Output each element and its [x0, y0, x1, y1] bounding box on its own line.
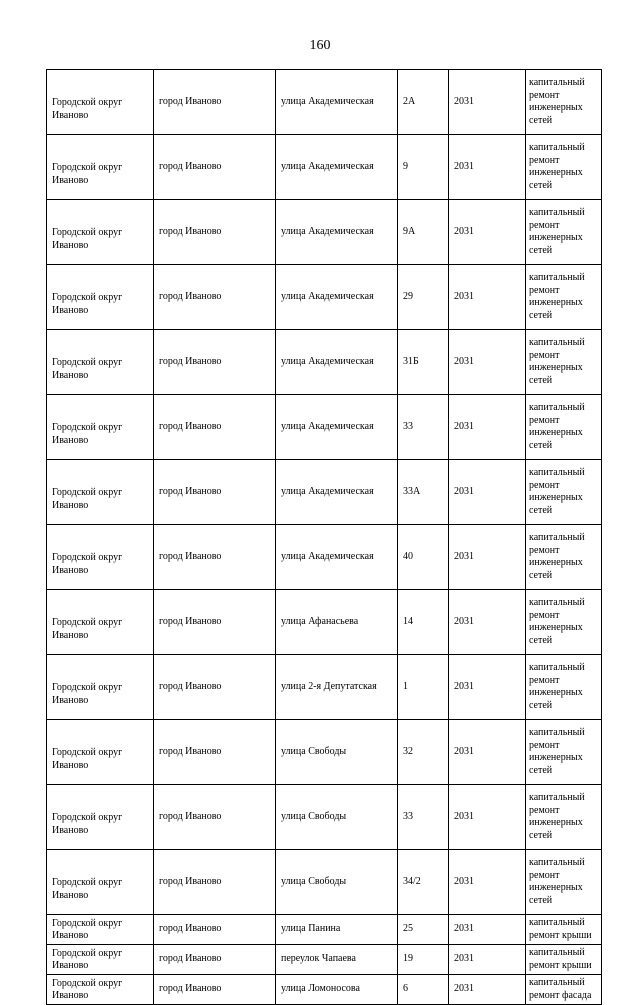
city-cell: город Иваново [154, 590, 276, 655]
year-cell: 2031 [449, 915, 526, 945]
work-type-cell: капитальный ремонт инженерных сетей [526, 655, 602, 720]
city-cell: город Иваново [154, 395, 276, 460]
street-cell: улица Ломоносова [276, 975, 398, 1005]
street-cell: улица Академическая [276, 70, 398, 135]
year-cell: 2031 [449, 395, 526, 460]
page-number: 160 [309, 38, 331, 53]
district-cell: Городской округ Иваново [47, 70, 154, 135]
work-type-cell: капитальный ремонт инженерных сетей [526, 330, 602, 395]
repair-schedule-table [46, 69, 602, 1005]
year-cell: 2031 [449, 200, 526, 265]
city-cell: город Иваново [154, 135, 276, 200]
work-type-cell: капитальный ремонт инженерных сетей [526, 265, 602, 330]
city-cell: город Иваново [154, 785, 276, 850]
work-type-cell: капитальный ремонт фасада [526, 975, 602, 1005]
house-number-cell: 32 [398, 720, 449, 785]
work-type-cell: капитальный ремонт инженерных сетей [526, 785, 602, 850]
district-cell: Городской округ Иваново [47, 395, 154, 460]
house-number-cell: 40 [398, 525, 449, 590]
street-cell: улица Свободы [276, 850, 398, 915]
year-cell: 2031 [449, 265, 526, 330]
district-cell: Городской округ Иваново [47, 655, 154, 720]
work-type-cell: капитальный ремонт крыши [526, 945, 602, 975]
street-cell: улица Афанасьева [276, 590, 398, 655]
street-cell: улица Академическая [276, 460, 398, 525]
house-number-cell: 19 [398, 945, 449, 975]
city-cell: город Иваново [154, 975, 276, 1005]
house-number-cell: 34/2 [398, 850, 449, 915]
street-cell: улица Свободы [276, 785, 398, 850]
table-row [47, 200, 602, 265]
year-cell: 2031 [449, 460, 526, 525]
year-cell: 2031 [449, 720, 526, 785]
table-row [47, 525, 602, 590]
year-cell: 2031 [449, 525, 526, 590]
table-body [47, 70, 602, 1005]
year-cell: 2031 [449, 655, 526, 720]
house-number-cell: 9А [398, 200, 449, 265]
table-row [47, 590, 602, 655]
work-type-cell: капитальный ремонт инженерных сетей [526, 70, 602, 135]
work-type-cell: капитальный ремонт инженерных сетей [526, 460, 602, 525]
district-cell: Городской округ Иваново [47, 915, 154, 945]
house-number-cell: 33А [398, 460, 449, 525]
city-cell: город Иваново [154, 265, 276, 330]
house-number-cell: 33 [398, 395, 449, 460]
house-number-cell: 33 [398, 785, 449, 850]
house-number-cell: 2А [398, 70, 449, 135]
street-cell: улица Академическая [276, 265, 398, 330]
district-cell: Городской округ Иваново [47, 590, 154, 655]
table-row [47, 915, 602, 945]
work-type-cell: капитальный ремонт инженерных сетей [526, 135, 602, 200]
year-cell: 2031 [449, 70, 526, 135]
work-type-cell: капитальный ремонт инженерных сетей [526, 590, 602, 655]
house-number-cell: 14 [398, 590, 449, 655]
table-row [47, 330, 602, 395]
district-cell: Городской округ Иваново [47, 330, 154, 395]
district-cell: Городской округ Иваново [47, 785, 154, 850]
work-type-cell: капитальный ремонт крыши [526, 915, 602, 945]
city-cell: город Иваново [154, 70, 276, 135]
table-row [47, 655, 602, 720]
street-cell: улица Академическая [276, 135, 398, 200]
district-cell: Городской округ Иваново [47, 135, 154, 200]
district-cell: Городской округ Иваново [47, 975, 154, 1005]
house-number-cell: 25 [398, 915, 449, 945]
work-type-cell: капитальный ремонт инженерных сетей [526, 850, 602, 915]
city-cell: город Иваново [154, 460, 276, 525]
year-cell: 2031 [449, 850, 526, 915]
street-cell: улица 2-я Депутатская [276, 655, 398, 720]
district-cell: Городской округ Иваново [47, 525, 154, 590]
table-row [47, 975, 602, 1005]
house-number-cell: 6 [398, 975, 449, 1005]
table-row [47, 460, 602, 525]
house-number-cell: 9 [398, 135, 449, 200]
table-row [47, 70, 602, 135]
city-cell: город Иваново [154, 525, 276, 590]
street-cell: улица Академическая [276, 525, 398, 590]
city-cell: город Иваново [154, 915, 276, 945]
street-cell: улица Свободы [276, 720, 398, 785]
table-row [47, 265, 602, 330]
house-number-cell: 1 [398, 655, 449, 720]
district-cell: Городской округ Иваново [47, 945, 154, 975]
year-cell: 2031 [449, 135, 526, 200]
table-row [47, 395, 602, 460]
year-cell: 2031 [449, 945, 526, 975]
district-cell: Городской округ Иваново [47, 460, 154, 525]
district-cell: Городской округ Иваново [47, 720, 154, 785]
street-cell: улица Академическая [276, 330, 398, 395]
city-cell: город Иваново [154, 720, 276, 785]
year-cell: 2031 [449, 785, 526, 850]
year-cell: 2031 [449, 590, 526, 655]
year-cell: 2031 [449, 975, 526, 1005]
city-cell: город Иваново [154, 655, 276, 720]
table-row [47, 785, 602, 850]
street-cell: переулок Чапаева [276, 945, 398, 975]
work-type-cell: капитальный ремонт инженерных сетей [526, 200, 602, 265]
table-row [47, 720, 602, 785]
house-number-cell: 31Б [398, 330, 449, 395]
table-row [47, 135, 602, 200]
city-cell: город Иваново [154, 945, 276, 975]
city-cell: город Иваново [154, 850, 276, 915]
street-cell: улица Академическая [276, 200, 398, 265]
district-cell: Городской округ Иваново [47, 200, 154, 265]
district-cell: Городской округ Иваново [47, 265, 154, 330]
street-cell: улица Академическая [276, 395, 398, 460]
house-number-cell: 29 [398, 265, 449, 330]
district-cell: Городской округ Иваново [47, 850, 154, 915]
year-cell: 2031 [449, 330, 526, 395]
work-type-cell: капитальный ремонт инженерных сетей [526, 395, 602, 460]
city-cell: город Иваново [154, 330, 276, 395]
city-cell: город Иваново [154, 200, 276, 265]
street-cell: улица Панина [276, 915, 398, 945]
table-row [47, 945, 602, 975]
work-type-cell: капитальный ремонт инженерных сетей [526, 720, 602, 785]
work-type-cell: капитальный ремонт инженерных сетей [526, 525, 602, 590]
